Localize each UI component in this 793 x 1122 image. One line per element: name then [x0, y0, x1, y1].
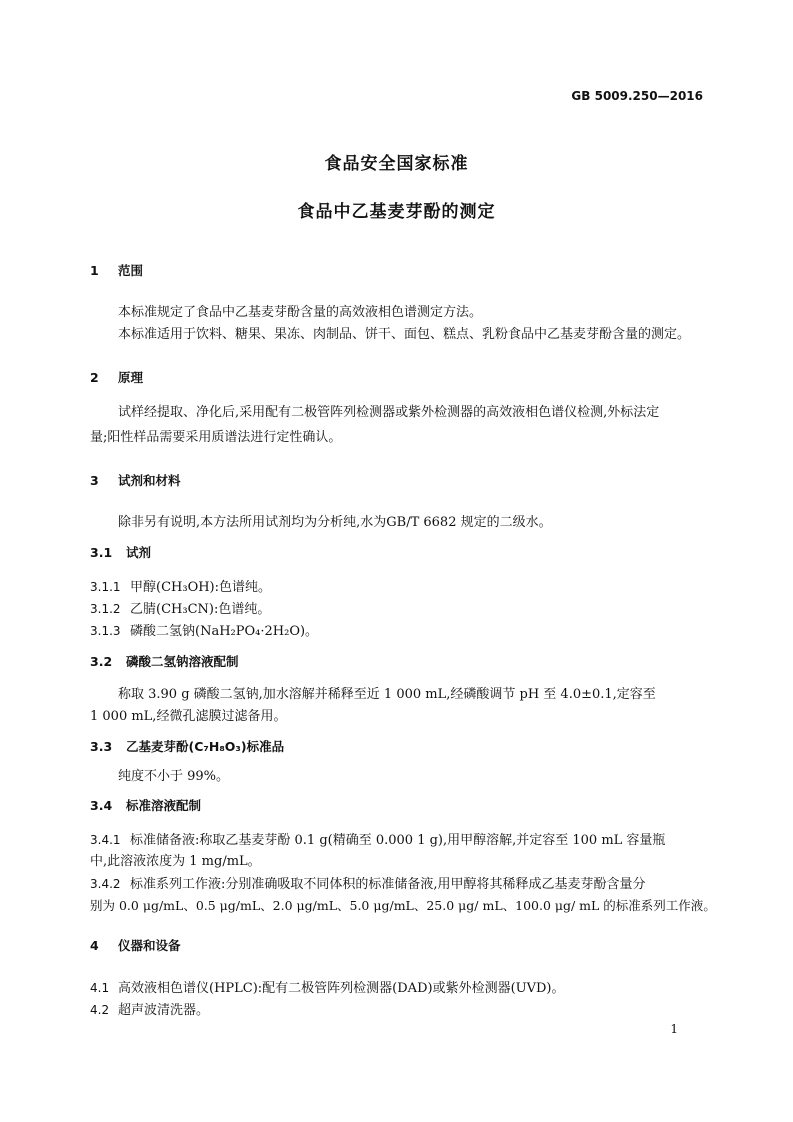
- item-text: 乙腈(CH₃CN):色谱纯。: [130, 602, 271, 617]
- paragraph: 纯度不小于 99%。: [118, 769, 230, 784]
- section-title: 试剂和材料: [118, 473, 181, 488]
- standard-code: GB 5009.250—2016: [571, 89, 703, 103]
- paragraph: 称取 3.90 g 磷酸二氢钠,加水溶解并稀释至近 1 000 mL,经磷酸调节 pH 至 4.0±0.1,定容至: [118, 687, 656, 702]
- section-number: 3.2: [90, 654, 113, 669]
- section-3-2-heading: [90, 653, 703, 671]
- list-item: [90, 578, 703, 597]
- paragraph: 试样经提取、净化后,采用配有二极管阵列检测器或紫外检测器的高效液相色谱仪检测,外标法定: [118, 405, 660, 420]
- item-number: 3.1.1: [90, 580, 121, 594]
- page-number: 1: [670, 1022, 678, 1036]
- section-number: 3: [90, 473, 99, 488]
- item-text: 高效液相色谱仪(HPLC):配有二极管阵列检测器(DAD)或紫外检测器(UVD)。: [118, 981, 565, 996]
- section-title: 范围: [118, 263, 144, 278]
- list-item: [90, 622, 703, 641]
- section-title: 标准溶液配制: [126, 798, 202, 813]
- section-3-1-heading: [90, 544, 703, 562]
- item-text: 标准系列工作液:分别准确吸取不同体积的标准储备液,用甲醇将其稀释成乙基麦芽酚含量分: [130, 877, 646, 892]
- section-2-heading: [90, 369, 703, 387]
- section-number: 3.4: [90, 798, 113, 813]
- title-line-2: 食品中乙基麦芽酚的测定: [297, 202, 496, 222]
- section-title: 原理: [118, 370, 144, 385]
- item-number: 4.1: [90, 981, 110, 995]
- section-number: 2: [90, 370, 99, 385]
- section-3-heading: [90, 472, 703, 490]
- title-line-1: 食品安全国家标准: [324, 154, 469, 174]
- list-item: [90, 831, 703, 850]
- item-text: 甲醇(CH₃OH):色谱纯。: [130, 580, 272, 595]
- item-text: 磷酸二氢钠(NaH₂PO₄·2H₂O)。: [130, 624, 319, 639]
- section-number: 3.1: [90, 545, 113, 560]
- item-number: 3.4.2: [90, 877, 121, 891]
- item-text: 超声波清洗器。: [118, 1003, 210, 1018]
- section-number: 1: [90, 263, 99, 278]
- list-item: [90, 600, 703, 619]
- list-item: [90, 979, 703, 998]
- item-number: 4.2: [90, 1003, 110, 1017]
- paragraph: 本标准适用于饮料、糖果、果冻、肉制品、饼干、面包、糕点、乳粉食品中乙基麦芽酚含量的测定。: [118, 327, 691, 342]
- section-title: 试剂: [126, 545, 152, 560]
- section-4-heading: [90, 937, 703, 955]
- paragraph: 1 000 mL,经微孔滤膜过滤备用。: [90, 709, 287, 724]
- paragraph: 别为 0.0 μg/mL、0.5 μg/mL、2.0 μg/mL、5.0 μg/mL、25.0 μg/ mL、100.0 μg/ mL 的标准系列工作液。: [90, 898, 716, 913]
- item-number: 3.1.2: [90, 602, 121, 616]
- paragraph: 本标准规定了食品中乙基麦芽酚含量的高效液相色谱测定方法。: [118, 305, 483, 320]
- list-item: [90, 875, 703, 894]
- item-text: 标准储备液:称取乙基麦芽酚 0.1 g(精确至 0.000 1 g),用甲醇溶解,并定容至 100 mL 容量瓶: [130, 833, 666, 848]
- section-title: 磷酸二氢钠溶液配制: [126, 654, 239, 669]
- paragraph: 除非另有说明,本方法所用试剂均为分析纯,水为GB/T 6682 规定的二级水。: [118, 515, 552, 530]
- item-number: 3.1.3: [90, 624, 121, 638]
- section-number: 4: [90, 938, 99, 953]
- section-title: 仪器和设备: [118, 938, 181, 953]
- list-item: [90, 1001, 703, 1020]
- section-1-heading: [90, 262, 703, 280]
- section-title: 乙基麦芽酚(C₇H₈O₃)标准品: [126, 739, 285, 754]
- section-3-3-heading: [90, 738, 703, 756]
- paragraph: 量;阳性样品需要采用质谱法进行定性确认。: [90, 430, 342, 445]
- paragraph: 中,此溶液浓度为 1 mg/mL。: [90, 854, 261, 869]
- section-number: 3.3: [90, 739, 113, 754]
- item-number: 3.4.1: [90, 833, 121, 847]
- section-3-4-heading: [90, 797, 703, 815]
